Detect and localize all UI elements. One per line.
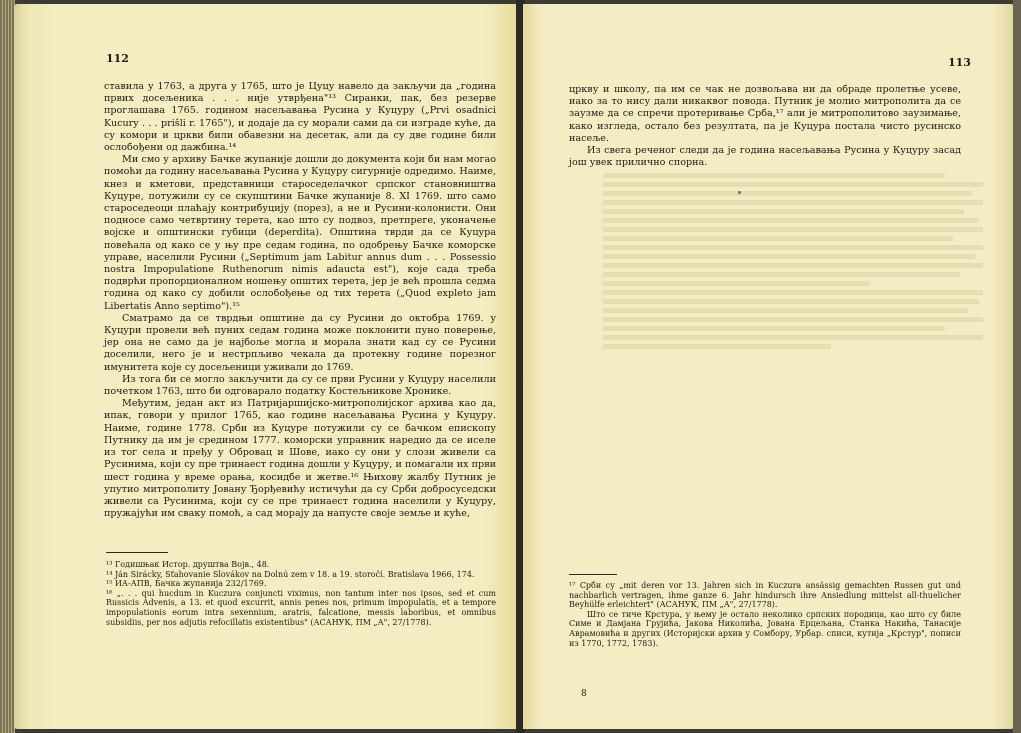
left-paragraph-4: Из тога би се могло закључити да су се први Русини у Куцуру населили почетком 1763, што би одговарало податку Костељникове Хронике. <box>104 373 496 398</box>
left-page-body <box>104 81 496 520</box>
left-page-number: 112 <box>106 52 129 65</box>
right-paragraph-2: Из свега реченог следи да је година насељавања Русина у Куцуру засад још увек прилично спорна. <box>569 145 961 169</box>
right-page-body <box>569 84 961 169</box>
footnote-rule-right <box>569 574 617 575</box>
bleed-through-text <box>603 169 983 549</box>
left-paragraph-2: Ми смо у архиву Бачке жупаније дошли до документа који би нам могао помоћи да годину насељавања Русина у Куцуру сигурније одредимо. Наиме, кнез и кметови, представници староседелачког српског становништва Куцуре, потужили су се скупштини Бачке жупаније 8. XI 1769. што само староседеоци плаћају контрибуцију (порез), а не и Русини-колонисти. Они подносе само четвртину терета, као што су подвоз, претпреге, уконачење војске и општински губици (deperdita). Општина тврди да се Куцура повећала од како се у њу пре седам година, по одобрењу Бачке коморске управе, населили Русини („Septimum jam Labitur annus dum . . . Possessio nostra Impopulatione Ruthenorum nimis adaucta est"), које сада треба подврћи пропорционалном ношењу општих терета, јер је већ прошла седма година од како су добили ослобођење од тих терета („Quod expleto jam Libertatis Anno septimo").¹⁵ <box>104 154 496 312</box>
footnote-15: ¹⁵ ИА-АПВ, Бачка жупанија 232/1769. <box>106 579 267 589</box>
signature-folio: 8 <box>581 689 587 699</box>
right-page-number: 113 <box>948 56 971 69</box>
left-paragraph-3: Сматрамо да се тврдњи општине да су Русини до октобра 1769. у Куцури провели већ пуних седам година може поклонити пуно поверење, јер она не само да је најбоље могла и морала знати кад су се Русини доселили, него је и нестрпљиво чекала да протекну године порезног имунитета које су досељеници уживали до 1769. <box>104 312 496 373</box>
right-page <box>523 4 1014 729</box>
footnote-17: ¹⁷ Срби су „mit deren vor 13. Jahren sich in Kuczura ansässig gemachten Russen gut und nachbarlich vertragen, ihme ganze 6. Jahr hindursch ihre Ansiedlung mittelst all-thuelicher Beyhülfe erleichtert" (АСАНУК, ПМ „А", 27/1778). <box>569 581 961 610</box>
footnote-13: ¹³ Годишњак Истор. друштва Војв., 48. <box>106 560 270 569</box>
book-edge-left <box>0 0 15 733</box>
footnote-17-continued: Што се тиче Крстура, у њему је остало неколико српских породица, као што су биле Симе и Дамјана Грујића, Јакова Николића, Јована Ерцељана, Станка Накића, Танасије Аврамовића и других (Историјски архив у Сомбору, Урбар. списи, кутија „Крстур", пописи из 1770, 1772, 1783). <box>569 609 961 648</box>
book-edge-right <box>1013 0 1021 733</box>
left-footnotes <box>106 560 496 627</box>
right-paragraph-1: цркву и школу, па им се чак не дозвољава ни да обраде пролетње усеве, иако за то нису дали никаквог повода. Путник је молио митрополита да се заузме да се спречи протеривање Срба,¹⁷ али је митрополитово заузимање, како изгледа, остало без резултата, па је Куцура постала чисто русинско насеље. <box>569 84 961 144</box>
footnote-14: ¹⁴ Ján Sirácky, Sťahovanie Slovákov na Dolnú zem v 18. a 19. storočí. Bratislava 1966, 174. <box>106 569 475 579</box>
left-paragraph-1: стaвила у 1763, а друга у 1765, што је Цуцу навело да закључи да „година првих досељеника . . . није утврђена"¹³ Сиранки, пак, без резерве проглашава 1765. годином насељавања Русина у Куцуру („Prvi osadnici Kucury . . . prišli r. 1765"), и додаје да су морали сами да си изграде куће, да су комори и цркви били обавезни на десетак, али да су две године били ослобођени од дажбина.¹⁴ <box>104 81 496 154</box>
left-page <box>14 4 518 729</box>
right-footnotes <box>569 581 961 648</box>
footnote-rule-left <box>106 552 168 553</box>
left-paragraph-5: Међутим, један акт из Патријаршијско-митрополијског архива као да, ипак, говори у прилог 1765, као године насељавања Русина у Куцуру. Наиме, године 1778. Срби из Куцуре потужили су се бачком епископу Путнику да им је средином 1777. коморски управник наредио да се иселе из тог села и пређу у Обровац и Шове, иако су они у слози живели са Русинима, који су пре тринаест година дошли у Куцуру, и помагали их први шест година у време орања, косидбе и жетве.¹⁶ Њихову жалбу Путник је упутио митрополиту Јовану Ђорђевићу истичући да су Срби добросуседски живели са Русинима, који су се пре тринаест година населили у Куцуру, пружајући им сваку помоћ, а сад морају да напусте своје земље и куће, <box>104 398 496 520</box>
footnote-16: ¹⁶ „. . . qui hucdum in Kuczura conjuncti viximus, non tantum inter nos ipsos, sed et cum Russicis Advenis, a 13. et quod excurrit, annis penes nos, primum impopulatis, et a tempore impopulationis eorum intra sexennium, aratris, falcatione, messis laboribus, et omnibus subsidiis, per nos adjutis refocillatis existentibus" (АСАНУК, ПМ „А", 27/1778). <box>106 588 496 627</box>
